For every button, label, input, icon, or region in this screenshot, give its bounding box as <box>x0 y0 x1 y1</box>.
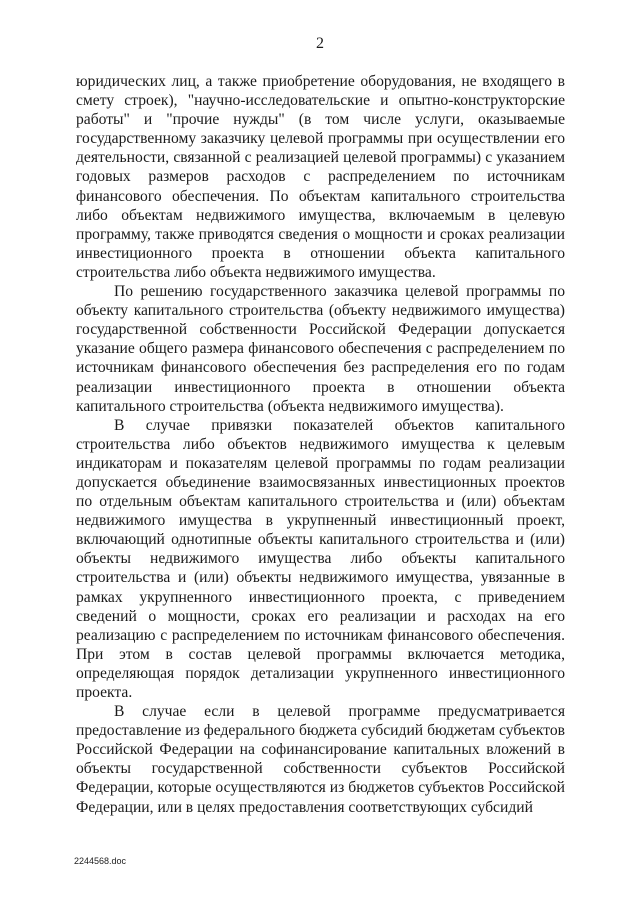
paragraph-1: юридических лиц, а также приобретение оборудования, не входящего в смету строек), "научно-исследовательские и опытно-конструкторские работы" и "прочие нужды" (в том числе услуги, оказываемые государственному заказчику целевой программы при осуществлении его деятельности, связанной с реализацией целевой программы) с указанием годовых размеров расходов с распределением по источникам финансового обеспечения. По объектам капитального строительства либо объектам недвижимого имущества, включаемым в целевую программу, также приводятся сведения о мощности и сроках реализации инвестиционного проекта в отношении объекта капитального строительства либо объекта недвижимого имущества. <box>76 73 565 281</box>
document-body <box>76 72 565 817</box>
file-name-footer: 2244568.doc <box>74 856 127 866</box>
paragraph-3: В случае привязки показателей объектов капитального строительства либо объектов недвижимого имущества к целевым индикаторам и показателям целевой программы по годам реализации допускается объединение взаимосвязанных инвестиционных проектов по отдельным объектам капитального строительства и (или) объектам недвижимого имущества в укрупненный инвестиционный проект, включающий однотипные объекты капитального строительства и (или) объекты недвижимого имущества либо объекты капитального строительства и (или) объекты недвижимого имущества, увязанные в рамках укрупненного инвестиционного проекта, с приведением сведений о мощности, сроках его реализации и расходах на его реализацию с распределением по источникам финансового обеспечения. При этом в состав целевой программы включается методика, определяющая порядок детализации укрупненного инвестиционного проекта. <box>76 416 565 701</box>
page-number: 2 <box>316 35 324 52</box>
paragraph-4: В случае если в целевой программе предусматривается предоставление из федерального бюджета субсидий бюджетам субъектов Российской Федерации на софинансирование капитальных вложений в объекты государственной собственности субъектов Российской Федерации, которые осуществляются из бюджетов субъектов Российской Федерации, или в целях предоставления соответствующих субсидий <box>76 703 565 816</box>
paragraph-2: По решению государственного заказчика целевой программы по объекту капитального строительства (объекту недвижимого имущества) государственной собственности Российской Федерации допускается указание общего размера финансового обеспечения с распределением по источникам финансового обеспечения без распределения его по годам реализации инвестиционного проекта в отношении объекта капитального строительства (объекта недвижимого имущества). <box>76 283 565 415</box>
